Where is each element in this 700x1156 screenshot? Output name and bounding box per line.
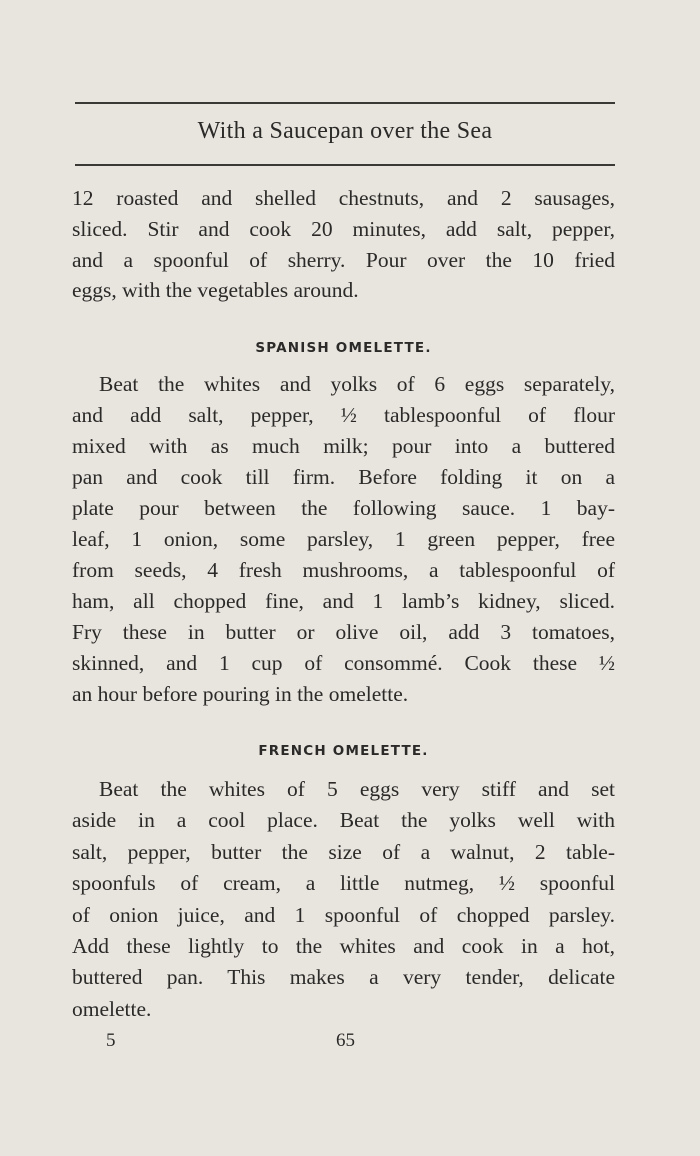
text-line: Beat the whites of 5 eggs very stiff and set [99,777,615,801]
text-line: ham, all chopped fine, and 1 lamb’s kidney, sliced. [72,589,615,613]
section-heading: FRENCH OMELETTE. [258,743,429,759]
text-line: Add these lightly to the whites and cook in a hot, [72,934,615,958]
text-line: and a spoonful of sherry. Pour over the 10 fried [72,247,615,272]
text-line: Fry these in butter or olive oil, add 3 tomatoes, [72,620,615,644]
text-line: leaf, 1 onion, some parsley, 1 green pepper, free [72,527,615,551]
text-line: spoonfuls of cream, a little nutmeg, ½ spoonful [72,871,615,896]
text-line: from seeds, 4 fresh mushrooms, a tablespoonful of [72,558,615,582]
page-number: 65 [336,1030,355,1051]
top-rule [75,102,615,104]
text-line: aside in a cool place. Beat the yolks well with [72,808,615,833]
text-line: eggs, with the vegetables around. [72,278,359,303]
text-line: omelette. [72,996,152,1021]
signature-mark: 5 [106,1030,116,1051]
text-line: plate pour between the following sauce. 1 bay- [72,496,615,520]
text-line: skinned, and 1 cup of consommé. Cook these ½ [72,651,615,675]
section-heading: SPANISH OMELETTE. [255,340,432,356]
running-head: With a Saucepan over the Sea [197,118,493,144]
text-line: of onion juice, and 1 spoonful of chopped parsley. [72,902,615,927]
text-line: pan and cook till firm. Before folding it on a [72,465,615,489]
text-line: sliced. Stir and cook 20 minutes, add salt, pepper, [72,216,615,241]
text-line: mixed with as much milk; pour into a buttered [72,434,615,458]
text-line: an hour before pouring in the omelette. [72,682,409,706]
bottom-rule [75,164,615,166]
text-line: Beat the whites and yolks of 6 eggs separately, [99,372,615,396]
text-line: buttered pan. This makes a very tender, delicate [72,965,615,990]
text-line: and add salt, pepper, ½ tablespoonful of flour [72,403,615,427]
text-line: 12 roasted and shelled chestnuts, and 2 sausages, [72,186,615,210]
text-line: salt, pepper, butter the size of a walnut, 2 table- [72,839,615,864]
